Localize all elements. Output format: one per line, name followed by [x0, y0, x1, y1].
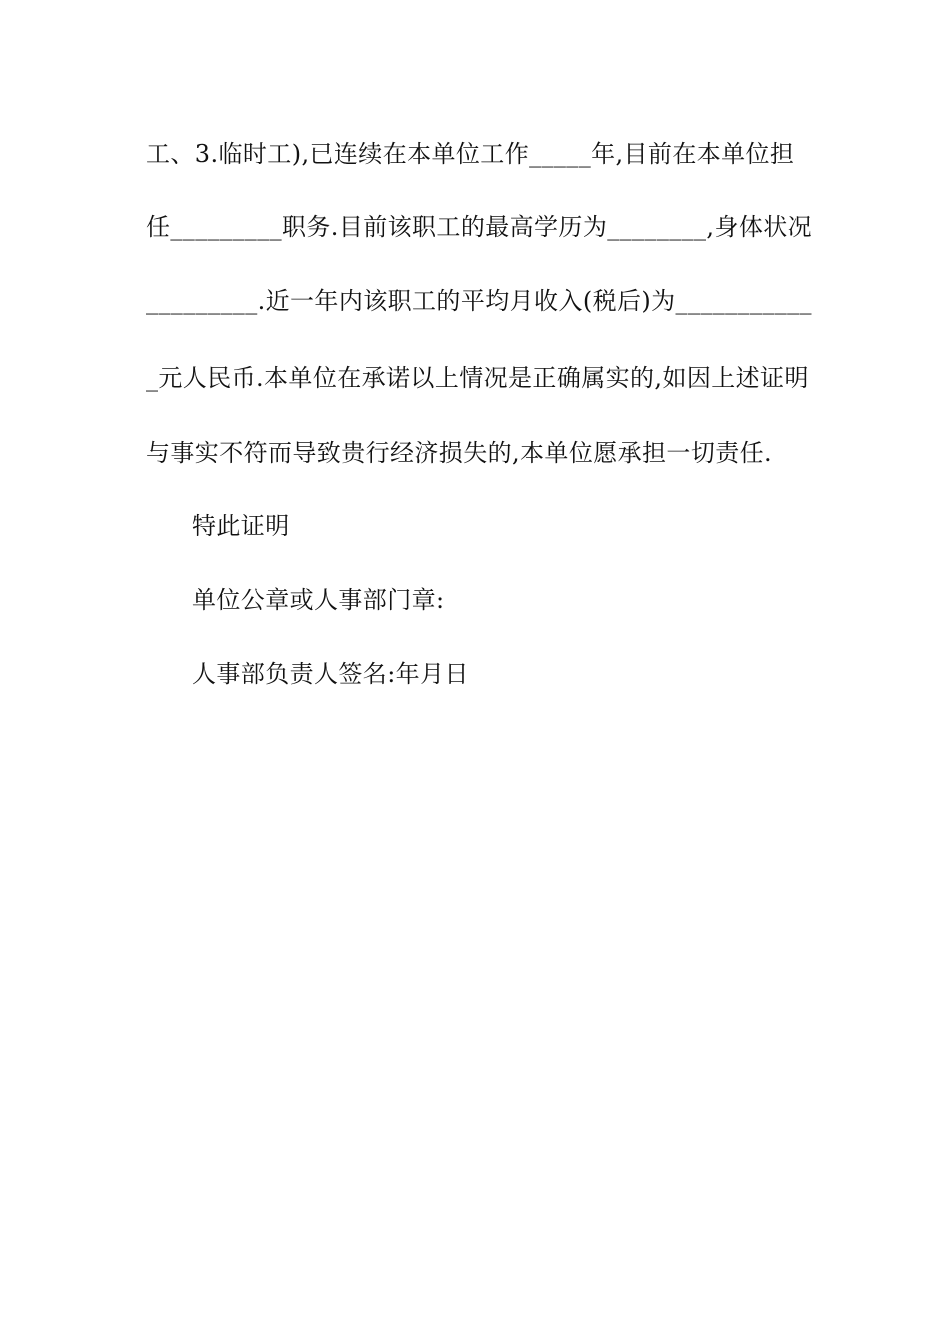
body-line-4: _元人民币.本单位在承诺以上情况是正确属实的,如因上述证明 — [146, 364, 809, 392]
body-line-2: 任_________职务.目前该职工的最高学历为________,身体状况 — [146, 213, 813, 241]
body-line-3: _________.近一年内该职工的平均月收入(税后)为___________ — [146, 287, 812, 315]
body-line-1: 工、3.临时工),已连续在本单位工作_____年,目前在本单位担 — [146, 140, 795, 168]
signature-line: 人事部负责人签名:年月日 — [192, 660, 469, 688]
closing-text: 特此证明 — [192, 512, 290, 540]
body-line-5: 与事实不符而导致贵行经济损失的,本单位愿承担一切责任. — [146, 439, 773, 467]
seal-line: 单位公章或人事部门章: — [192, 586, 445, 614]
